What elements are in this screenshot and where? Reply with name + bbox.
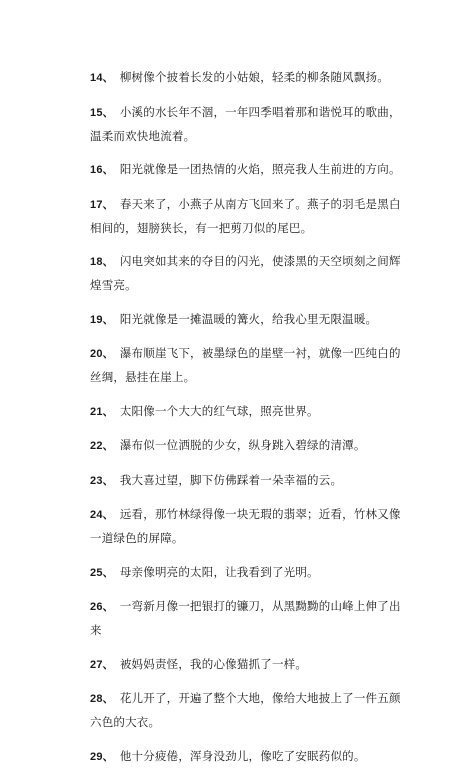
item-text: 花儿开了，开遍了整个大地，像给大地披上了一件五颜六色的大衣。 [90,691,401,729]
item-number: 17、 [90,198,114,211]
item-text: 我大喜过望，脚下仿佛踩着一朵幸福的云。 [119,472,343,487]
item-number: 16、 [90,164,114,176]
list-item [90,469,405,493]
item-text: 远看，那竹林绿得像一块无瑕的翡翠；近看，竹林又像一道绿色的屏障。 [90,507,401,545]
item-text: 他十分疲倦，浑身没劲儿，像吃了安眠药似的。 [119,748,366,763]
item-number: 14、 [90,72,114,84]
item-number: 26、 [90,601,114,613]
item-text: 阳光就像是一团热情的火焰，照亮我人生前进的方向。 [119,162,401,176]
list-item [90,101,405,148]
item-number: 22、 [90,440,114,452]
list-item [90,687,405,734]
list-item [90,66,405,90]
item-number: 27、 [90,658,114,671]
item-text: 母亲像明亮的太阳，让我看到了光明。 [119,564,319,579]
list-item [90,745,405,769]
item-text: 瀑布似一位洒脱的少女，纵身跳入碧绿的清潭。 [119,438,366,452]
item-number: 24、 [90,509,114,521]
item-number: 29、 [90,750,114,763]
item-number: 21、 [90,405,114,418]
item-text: 被妈妈责怪，我的心像猫抓了一样。 [119,656,308,671]
list-item [90,342,405,389]
list-item [90,158,405,182]
list-item [90,250,405,297]
item-text: 瀑布顺崖飞下，被墨绿色的崖壁一衬，就像一匹纯白的丝绸，悬挂在崖上。 [90,346,401,384]
item-text: 小溪的水长年不涸，一年四季唱着那和谐悦耳的歌曲，温柔而欢快地流着。 [90,104,401,143]
list-item [90,434,405,458]
item-text: 太阳像一个大大的红气球，照亮世界。 [119,403,319,418]
item-number: 23、 [90,474,114,487]
list-item [90,193,405,240]
list-item [90,561,405,585]
list-item [90,503,405,550]
item-text: 闪电突如其来的夺目的闪光，使漆黑的天空顷刻之间辉煌雪亮。 [90,254,401,292]
item-text: 阳光就像是一摊温暖的篝火，给我心里无限温暖。 [119,311,378,326]
item-number: 20、 [90,348,114,360]
list-item [90,595,405,642]
item-text: 一弯新月像一把银打的镰刀，从黑黝黝的山峰上伸了出来 [90,599,401,637]
item-number: 25、 [90,566,114,579]
item-number: 15、 [90,106,114,119]
list-item [90,653,405,677]
item-number: 28、 [90,693,114,705]
list-item [90,308,405,332]
item-number: 19、 [90,313,114,326]
item-number: 18、 [90,256,114,268]
item-text: 春天来了，小燕子从南方飞回来了。燕子的羽毛是黑白相间的，翅膀狭长，有一把剪刀似的尾巴。 [90,196,401,235]
item-text: 柳树像个披着长发的小姑娘，轻柔的柳条随风飘扬。 [119,70,389,84]
list-item [90,400,405,424]
